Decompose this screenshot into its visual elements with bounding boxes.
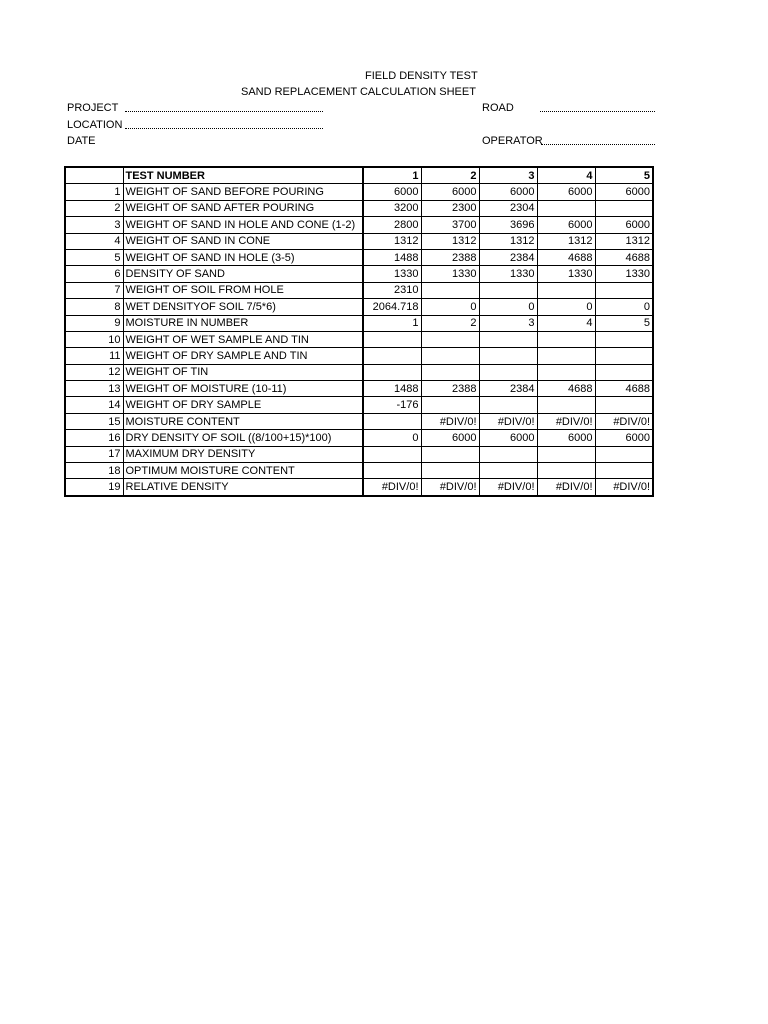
description-cell[interactable]: WET DENSITYOF SOIL 7/5*6) [123, 299, 363, 315]
description-cell[interactable]: OPTIMUM MOISTURE CONTENT [123, 463, 363, 479]
description-cell[interactable]: DENSITY OF SAND [123, 266, 363, 282]
description-cell[interactable]: MOISTURE CONTENT [123, 413, 363, 429]
value-cell-test-2[interactable]: 2300 [421, 200, 479, 216]
value-cell-test-3[interactable]: 6000 [479, 184, 537, 200]
value-cell-test-2[interactable] [421, 463, 479, 479]
header-cell-test-4[interactable]: 4 [537, 167, 595, 184]
value-cell-test-2[interactable] [421, 282, 479, 298]
description-cell[interactable]: DRY DENSITY OF SOIL ((8/100+15)*100) [123, 430, 363, 446]
description-cell[interactable]: WEIGHT OF SOIL FROM HOLE [123, 282, 363, 298]
road-label: ROAD [482, 102, 514, 114]
value-cell-test-1[interactable]: 3200 [363, 200, 421, 216]
value-cell-test-3[interactable]: 3 [479, 315, 537, 331]
value-cell-test-1[interactable] [363, 446, 421, 462]
value-cell-test-5[interactable] [595, 200, 653, 216]
row-number-cell[interactable]: 10 [65, 331, 123, 347]
value-cell-test-1[interactable] [363, 413, 421, 429]
table-row [65, 397, 653, 413]
description-cell[interactable]: MAXIMUM DRY DENSITY [123, 446, 363, 462]
value-cell-test-1[interactable]: -176 [363, 397, 421, 413]
table-row [65, 299, 653, 315]
value-cell-test-3[interactable] [479, 348, 537, 364]
value-cell-test-2[interactable]: 1312 [421, 233, 479, 249]
row-number-cell[interactable]: 2 [65, 200, 123, 216]
value-cell-test-2[interactable]: 3700 [421, 217, 479, 233]
value-cell-test-1[interactable] [363, 463, 421, 479]
value-cell-test-4[interactable]: 4688 [537, 249, 595, 265]
value-cell-test-5[interactable]: 6000 [595, 184, 653, 200]
location-label: LOCATION [67, 119, 123, 131]
value-cell-test-4[interactable]: #DIV/0! [537, 479, 595, 496]
value-cell-test-3[interactable]: 0 [479, 299, 537, 315]
value-cell-test-5[interactable] [595, 463, 653, 479]
value-cell-test-3[interactable]: 1312 [479, 233, 537, 249]
header-cell-test-5[interactable]: 5 [595, 167, 653, 184]
value-cell-test-5[interactable]: 1330 [595, 266, 653, 282]
value-cell-test-1[interactable]: 2064.718 [363, 299, 421, 315]
value-cell-test-3[interactable] [479, 282, 537, 298]
value-cell-test-4[interactable] [537, 463, 595, 479]
description-cell[interactable]: WEIGHT OF WET SAMPLE AND TIN [123, 331, 363, 347]
row-number-cell[interactable]: 11 [65, 348, 123, 364]
row-number-cell[interactable]: 5 [65, 249, 123, 265]
date-label: DATE [67, 135, 96, 147]
value-cell-test-1[interactable] [363, 331, 421, 347]
project-label: PROJECT [67, 102, 119, 114]
table-row [65, 315, 653, 331]
value-cell-test-2[interactable]: 6000 [421, 184, 479, 200]
calculation-table [64, 166, 654, 497]
value-cell-test-3[interactable]: 2304 [479, 200, 537, 216]
table-row [65, 233, 653, 249]
row-number-cell[interactable]: 18 [65, 463, 123, 479]
value-cell-test-4[interactable] [537, 200, 595, 216]
value-cell-test-3[interactable]: #DIV/0! [479, 413, 537, 429]
table-row [65, 266, 653, 282]
value-cell-test-5[interactable]: 1312 [595, 233, 653, 249]
value-cell-test-3[interactable]: 3696 [479, 217, 537, 233]
value-cell-test-2[interactable]: 2 [421, 315, 479, 331]
value-cell-test-1[interactable]: 0 [363, 430, 421, 446]
table-row [65, 249, 653, 265]
value-cell-test-1[interactable]: 2800 [363, 217, 421, 233]
value-cell-test-5[interactable] [595, 348, 653, 364]
value-cell-test-3[interactable] [479, 364, 537, 380]
location-field[interactable] [125, 120, 323, 129]
value-cell-test-2[interactable] [421, 331, 479, 347]
value-cell-test-4[interactable] [537, 282, 595, 298]
row-number-cell[interactable]: 7 [65, 282, 123, 298]
table-row [65, 479, 653, 496]
value-cell-test-4[interactable]: 1312 [537, 233, 595, 249]
value-cell-test-2[interactable]: 2388 [421, 381, 479, 397]
value-cell-test-5[interactable]: #DIV/0! [595, 413, 653, 429]
value-cell-test-3[interactable] [479, 463, 537, 479]
value-cell-test-2[interactable]: #DIV/0! [421, 479, 479, 496]
table-row [65, 413, 653, 429]
row-number-cell[interactable]: 9 [65, 315, 123, 331]
row-number-cell[interactable]: 19 [65, 479, 123, 496]
value-cell-test-5[interactable] [595, 331, 653, 347]
value-cell-test-1[interactable]: 1488 [363, 381, 421, 397]
value-cell-test-2[interactable]: #DIV/0! [421, 413, 479, 429]
value-cell-test-4[interactable]: 6000 [537, 217, 595, 233]
row-number-cell[interactable]: 13 [65, 381, 123, 397]
description-cell[interactable]: WEIGHT OF SAND IN HOLE AND CONE (1-2) [123, 217, 363, 233]
description-cell[interactable]: WEIGHT OF TIN [123, 364, 363, 380]
value-cell-test-3[interactable] [479, 397, 537, 413]
row-number-cell[interactable]: 15 [65, 413, 123, 429]
value-cell-test-1[interactable]: #DIV/0! [363, 479, 421, 496]
value-cell-test-5[interactable] [595, 446, 653, 462]
value-cell-test-4[interactable]: 0 [537, 299, 595, 315]
value-cell-test-2[interactable] [421, 397, 479, 413]
value-cell-test-5[interactable]: 0 [595, 299, 653, 315]
table-row [65, 381, 653, 397]
row-number-cell[interactable]: 6 [65, 266, 123, 282]
value-cell-test-1[interactable] [363, 364, 421, 380]
value-cell-test-1[interactable]: 1488 [363, 249, 421, 265]
value-cell-test-2[interactable]: 2388 [421, 249, 479, 265]
value-cell-test-1[interactable]: 1330 [363, 266, 421, 282]
row-number-cell[interactable]: 3 [65, 217, 123, 233]
value-cell-test-5[interactable] [595, 282, 653, 298]
value-cell-test-5[interactable] [595, 364, 653, 380]
value-cell-test-3[interactable]: 1330 [479, 266, 537, 282]
operator-field[interactable] [541, 136, 655, 145]
value-cell-test-4[interactable] [537, 397, 595, 413]
operator-label: OPERATOR [482, 135, 543, 147]
value-cell-test-2[interactable] [421, 446, 479, 462]
value-cell-test-2[interactable] [421, 348, 479, 364]
value-cell-test-2[interactable]: 6000 [421, 430, 479, 446]
value-cell-test-5[interactable] [595, 397, 653, 413]
description-cell[interactable]: WEIGHT OF SAND AFTER POURING [123, 200, 363, 216]
row-number-cell[interactable]: 8 [65, 299, 123, 315]
value-cell-test-3[interactable]: 6000 [479, 430, 537, 446]
value-cell-test-2[interactable]: 1330 [421, 266, 479, 282]
table-row [65, 430, 653, 446]
description-cell[interactable]: WEIGHT OF MOISTURE (10-11) [123, 381, 363, 397]
value-cell-test-1[interactable] [363, 348, 421, 364]
value-cell-test-4[interactable] [537, 348, 595, 364]
value-cell-test-4[interactable]: 1330 [537, 266, 595, 282]
description-cell[interactable]: WEIGHT OF SAND BEFORE POURING [123, 184, 363, 200]
row-number-cell[interactable]: 12 [65, 364, 123, 380]
value-cell-test-3[interactable]: 2384 [479, 249, 537, 265]
table-row [65, 282, 653, 298]
table-row [65, 463, 653, 479]
description-cell[interactable]: RELATIVE DENSITY [123, 479, 363, 496]
table-row [65, 331, 653, 347]
value-cell-test-5[interactable]: 5 [595, 315, 653, 331]
value-cell-test-4[interactable] [537, 364, 595, 380]
value-cell-test-4[interactable]: 4688 [537, 381, 595, 397]
table-row [65, 446, 653, 462]
value-cell-test-5[interactable]: 4688 [595, 249, 653, 265]
table-row [65, 184, 653, 200]
header-cell-blank[interactable] [65, 167, 123, 184]
sheet-title: FIELD DENSITY TEST [365, 70, 478, 82]
description-cell[interactable]: WEIGHT OF DRY SAMPLE AND TIN [123, 348, 363, 364]
value-cell-test-1[interactable]: 2310 [363, 282, 421, 298]
description-cell[interactable]: WEIGHT OF DRY SAMPLE [123, 397, 363, 413]
table-header-row [65, 167, 653, 184]
table-row [65, 348, 653, 364]
value-cell-test-4[interactable]: 6000 [537, 184, 595, 200]
value-cell-test-5[interactable]: 6000 [595, 430, 653, 446]
table-row [65, 200, 653, 216]
table-row [65, 217, 653, 233]
road-field[interactable] [540, 103, 655, 112]
description-cell[interactable]: MOISTURE IN NUMBER [123, 315, 363, 331]
row-number-cell[interactable]: 1 [65, 184, 123, 200]
value-cell-test-4[interactable] [537, 446, 595, 462]
value-cell-test-2[interactable]: 0 [421, 299, 479, 315]
header-cell-test-2[interactable]: 2 [421, 167, 479, 184]
row-number-cell[interactable]: 17 [65, 446, 123, 462]
value-cell-test-4[interactable]: 4 [537, 315, 595, 331]
row-number-cell[interactable]: 16 [65, 430, 123, 446]
value-cell-test-3[interactable] [479, 446, 537, 462]
description-cell[interactable]: WEIGHT OF SAND IN HOLE (3-5) [123, 249, 363, 265]
value-cell-test-1[interactable]: 6000 [363, 184, 421, 200]
value-cell-test-5[interactable]: 4688 [595, 381, 653, 397]
value-cell-test-5[interactable]: 6000 [595, 217, 653, 233]
value-cell-test-4[interactable]: 6000 [537, 430, 595, 446]
value-cell-test-3[interactable] [479, 331, 537, 347]
description-cell[interactable]: WEIGHT OF SAND IN CONE [123, 233, 363, 249]
project-field[interactable] [125, 103, 323, 112]
value-cell-test-1[interactable]: 1312 [363, 233, 421, 249]
header-cell-test-3[interactable]: 3 [479, 167, 537, 184]
header-cell-test-1[interactable]: 1 [363, 167, 421, 184]
header-cell-test-number[interactable]: TEST NUMBER [123, 167, 363, 184]
value-cell-test-1[interactable]: 1 [363, 315, 421, 331]
value-cell-test-4[interactable]: #DIV/0! [537, 413, 595, 429]
table-row [65, 364, 653, 380]
value-cell-test-5[interactable]: #DIV/0! [595, 479, 653, 496]
value-cell-test-2[interactable] [421, 364, 479, 380]
value-cell-test-4[interactable] [537, 331, 595, 347]
sheet-subtitle: SAND REPLACEMENT CALCULATION SHEET [241, 86, 476, 98]
value-cell-test-3[interactable]: 2384 [479, 381, 537, 397]
row-number-cell[interactable]: 4 [65, 233, 123, 249]
value-cell-test-3[interactable]: #DIV/0! [479, 479, 537, 496]
row-number-cell[interactable]: 14 [65, 397, 123, 413]
